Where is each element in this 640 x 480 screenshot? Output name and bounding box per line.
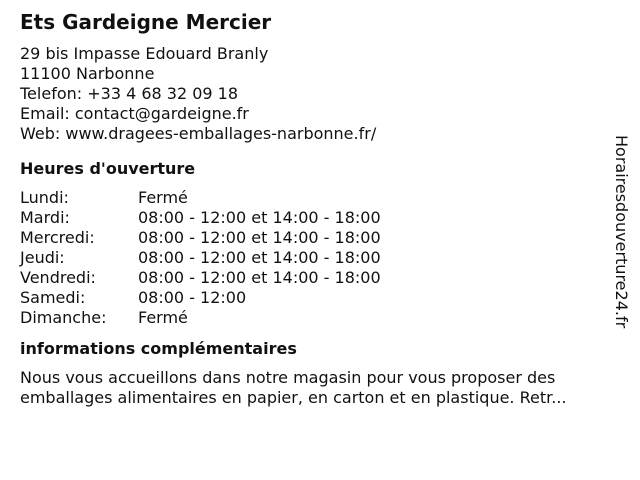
hours-time-value: Fermé [138, 188, 188, 207]
additional-info-text: Nous vous accueillons dans notre magasin pour vous proposer des emballages alimentaires en papier, en carton et en plastique. Retr... [20, 368, 567, 407]
email-line[interactable]: Email: contact@gardeigne.fr [20, 104, 249, 123]
hours-time-value: 08:00 - 12:00 et 14:00 - 18:00 [138, 248, 381, 267]
side-brand-label: Horairesdouverture24.fr [612, 135, 631, 329]
hours-time-value: Fermé [138, 308, 188, 327]
hours-day-label: Dimanche: [20, 308, 107, 327]
hours-row-saturday [20, 288, 600, 308]
address-city: 11100 Narbonne [20, 64, 155, 83]
hours-day-label: Mercredi: [20, 228, 95, 247]
phone-line[interactable]: Telefon: +33 4 68 32 09 18 [20, 84, 239, 103]
hours-time-value: 08:00 - 12:00 et 14:00 - 18:00 [138, 228, 381, 247]
hours-day-label: Samedi: [20, 288, 86, 307]
hours-day-label: Mardi: [20, 208, 70, 227]
hours-row-thursday [20, 248, 600, 268]
opening-hours-heading: Heures d'ouverture [20, 159, 196, 178]
hours-day-label: Vendredi: [20, 268, 96, 287]
additional-info-heading: informations complémentaires [20, 339, 297, 358]
hours-row-friday [20, 268, 600, 288]
hours-row-monday [20, 188, 600, 208]
business-name: Ets Gardeigne Mercier [20, 10, 272, 34]
hours-day-label: Lundi: [20, 188, 69, 207]
hours-time-value: 08:00 - 12:00 et 14:00 - 18:00 [138, 208, 381, 227]
website-line[interactable]: Web: www.dragees-emballages-narbonne.fr/ [20, 124, 377, 143]
address-street: 29 bis Impasse Edouard Branly [20, 44, 269, 63]
hours-day-label: Jeudi: [20, 248, 65, 267]
hours-time-value: 08:00 - 12:00 et 14:00 - 18:00 [138, 268, 381, 287]
business-card [20, 8, 600, 408]
hours-time-value: 08:00 - 12:00 [138, 288, 247, 307]
hours-row-wednesday [20, 228, 600, 248]
hours-row-sunday [20, 308, 600, 328]
hours-row-tuesday [20, 208, 600, 228]
